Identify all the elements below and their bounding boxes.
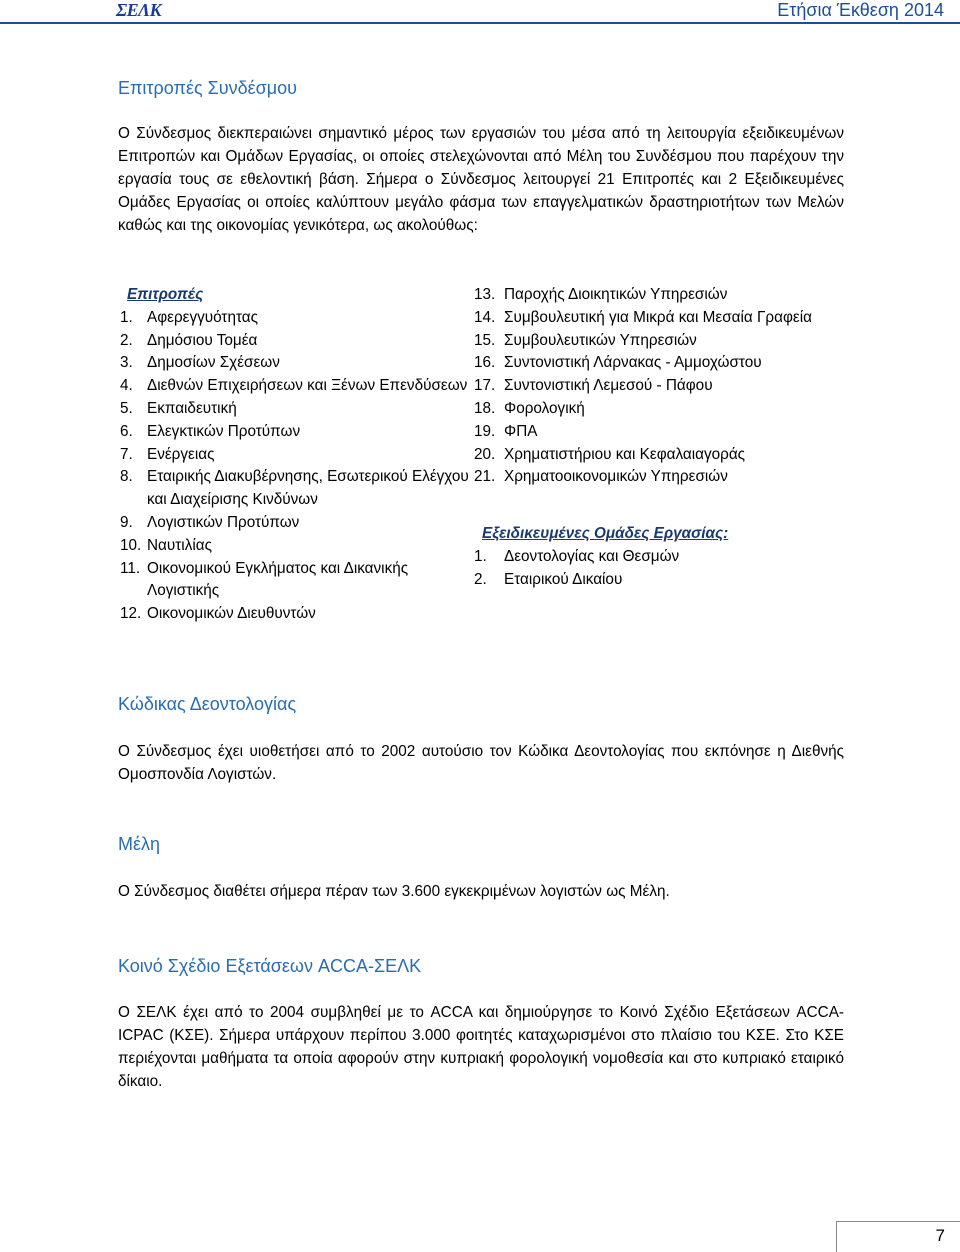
list-item-text: Διεθνών Επιχειρήσεων και Ξένων Επενδύσεων bbox=[147, 377, 468, 395]
list-item-number: 18. bbox=[474, 399, 496, 417]
list-item-number: 1. bbox=[474, 547, 487, 565]
list-item-number: 5. bbox=[120, 399, 133, 417]
working-groups-heading: Εξειδικευμένες Ομάδες Εργασίας: bbox=[482, 525, 729, 543]
page-number-box bbox=[836, 1221, 960, 1252]
list-item-text: Συμβουλευτική για Μικρά και Μεσαία Γραφεία bbox=[504, 308, 812, 326]
committees-heading: Επιτροπές Συνδέσμου bbox=[118, 78, 297, 98]
list-item-number: 11. bbox=[120, 559, 141, 577]
list-item bbox=[120, 603, 470, 626]
list-item-text: Ενέργειας bbox=[147, 445, 215, 463]
list-item-text: Εκπαιδευτική bbox=[147, 399, 237, 417]
list-item-text: Οικονομικού Εγκλήματος και Δικανικής Λογιστικής bbox=[147, 559, 409, 600]
list-item bbox=[474, 421, 832, 444]
page-number: 7 bbox=[935, 1226, 945, 1245]
list-item-number: 13. bbox=[474, 286, 496, 303]
list-item-number: 4. bbox=[120, 377, 133, 395]
acca-heading: Κοινό Σχέδιο Εξετάσεων ACCA-ΣΕΛΚ bbox=[118, 956, 422, 976]
list-item-text: Συμβουλευτικών Υπηρεσιών bbox=[504, 331, 697, 349]
list-item bbox=[120, 375, 470, 398]
list-item bbox=[474, 466, 832, 489]
header-rule bbox=[0, 22, 960, 24]
list-item bbox=[120, 307, 470, 330]
ethics-text: Ο Σύνδεσμος έχει υιοθετήσει από το 2002 αυτούσιο τον Κώδικα Δεοντολογίας που εκπόνησε η Διεθνής Ομοσπονδία Λογιστών. bbox=[118, 743, 844, 783]
list-item bbox=[120, 398, 470, 421]
committees-intro: Ο Σύνδεσμος διεκπεραιώνει σημαντικό μέρος των εργασιών του μέσα από τη λειτουργία εξειδικευμένων Επιτροπών και Ομάδων Εργασίας, οι οποίες στελεχώνονται από Μέλη του Συνδέσμου που παρέχουν την εργασία τους σε εθελοντική βάση. Σήμερα ο Σύνδεσμος λειτουργεί 21 Επιτροπές και 2 Εξειδικευμένες Ομάδες Εργασίας οι οποίες καλύπτουν μεγάλο φάσμα των επαγγελματικών δραστηριοτήτων των Μελών καθώς και της οικονομίας γενικότερα, ως ακολούθως: bbox=[118, 125, 844, 234]
list-item bbox=[474, 307, 832, 330]
list-item-number: 21. bbox=[474, 468, 496, 486]
list-item bbox=[120, 444, 470, 467]
list-item bbox=[474, 284, 832, 307]
list-item-text: Φορολογική bbox=[504, 399, 585, 417]
page-header bbox=[0, 0, 960, 22]
list-item-number: 19. bbox=[474, 422, 496, 440]
list-item-number: 7. bbox=[120, 445, 133, 463]
list-item bbox=[120, 512, 470, 535]
list-item-text: Ελεγκτικών Προτύπων bbox=[147, 422, 301, 440]
committees-list-right bbox=[474, 284, 832, 592]
list-item-text: Δημόσιου Τομέα bbox=[147, 331, 258, 349]
list-item-text: Δεοντολογίας και Θεσμών bbox=[504, 547, 680, 565]
list-item bbox=[120, 330, 470, 353]
list-item-number: 9. bbox=[120, 513, 133, 531]
list-item bbox=[474, 444, 832, 467]
list-item-text: Συντονιστική Λεμεσού - Πάφου bbox=[504, 377, 713, 395]
list-item bbox=[474, 398, 832, 421]
committees-list-heading: Επιτροπές bbox=[127, 286, 204, 303]
list-item bbox=[120, 466, 470, 512]
list-item-text: ΦΠΑ bbox=[504, 422, 538, 440]
list-item-text: Αφερεγγυότητας bbox=[147, 308, 259, 326]
selk-logo: ΣΕΛΚ bbox=[116, 0, 162, 20]
list-item-number: 15. bbox=[474, 331, 496, 349]
members-text: Ο Σύνδεσμος διαθέτει σήμερα πέραν των 3.600 εγκεκριμένων λογιστών ως Μέλη. bbox=[118, 883, 670, 900]
list-item-number: 1. bbox=[120, 308, 133, 326]
list-item-number: 20. bbox=[474, 445, 496, 463]
report-title: Ετήσια Έκθεση 2014 bbox=[777, 0, 944, 20]
list-item bbox=[120, 558, 470, 604]
list-item bbox=[120, 535, 470, 558]
list-item-number: 2. bbox=[120, 331, 133, 349]
list-item-text: Οικονομικών Διευθυντών bbox=[147, 605, 316, 623]
list-item-number: 17. bbox=[474, 377, 496, 395]
acca-text: Ο ΣΕΛΚ έχει από το 2004 συμβληθεί με το ACCA και δημιούργησε το Κοινό Σχέδιο Εξετάσεων ACCA-ICPAC (ΚΣΕ). Σήμερα υπάρχουν περίπου 3.000 φοιτητές καταχωρισμένοι στο πλαίσιο του ΚΣΕ. Στο ΚΣΕ περιέχονται μαθήματα τα οποία αφορούν στην κυπριακή φορολογική νομοθεσία και στο κυπριακό εταιρικό δίκαιο. bbox=[118, 1004, 844, 1090]
list-item bbox=[474, 330, 832, 353]
list-item bbox=[474, 375, 832, 398]
list-item-number: 10. bbox=[120, 536, 142, 554]
list-item-number: 16. bbox=[474, 354, 496, 372]
list-item bbox=[120, 352, 470, 375]
members-heading: Μέλη bbox=[118, 834, 161, 854]
list-item-number: 14. bbox=[474, 308, 496, 326]
list-item-text: Εταιρικού Δικαίου bbox=[504, 570, 623, 588]
list-item-text: Παροχής Διοικητικών Υπηρεσιών bbox=[504, 286, 728, 303]
list-item-text: Ναυτιλίας bbox=[147, 536, 212, 554]
list-item bbox=[120, 421, 470, 444]
list-item bbox=[474, 546, 832, 569]
list-item-number: 6. bbox=[120, 422, 133, 440]
ethics-heading: Κώδικας Δεοντολογίας bbox=[118, 694, 297, 714]
list-item-text: Χρηματοοικονομικών Υπηρεσιών bbox=[504, 468, 728, 486]
list-item bbox=[474, 569, 832, 592]
list-item-number: 8. bbox=[120, 468, 133, 486]
committees-list-left bbox=[120, 284, 470, 626]
list-item-text: Λογιστικών Προτύπων bbox=[147, 513, 300, 531]
list-item-number: 3. bbox=[120, 354, 133, 372]
list-item-number: 2. bbox=[474, 570, 487, 588]
list-item-text: Χρηματιστήριου και Κεφαλαιαγοράς bbox=[504, 445, 746, 463]
list-item bbox=[474, 352, 832, 375]
list-item-text: Δημοσίων Σχέσεων bbox=[147, 354, 280, 372]
list-item-text: Εταιρικής Διακυβέρνησης, Εσωτερικού Ελέγχου και Διαχείρισης Κινδύνων bbox=[147, 468, 469, 509]
list-item-text: Συντονιστική Λάρνακας - Αμμοχώστου bbox=[504, 354, 762, 372]
list-item-number: 12. bbox=[120, 605, 142, 623]
